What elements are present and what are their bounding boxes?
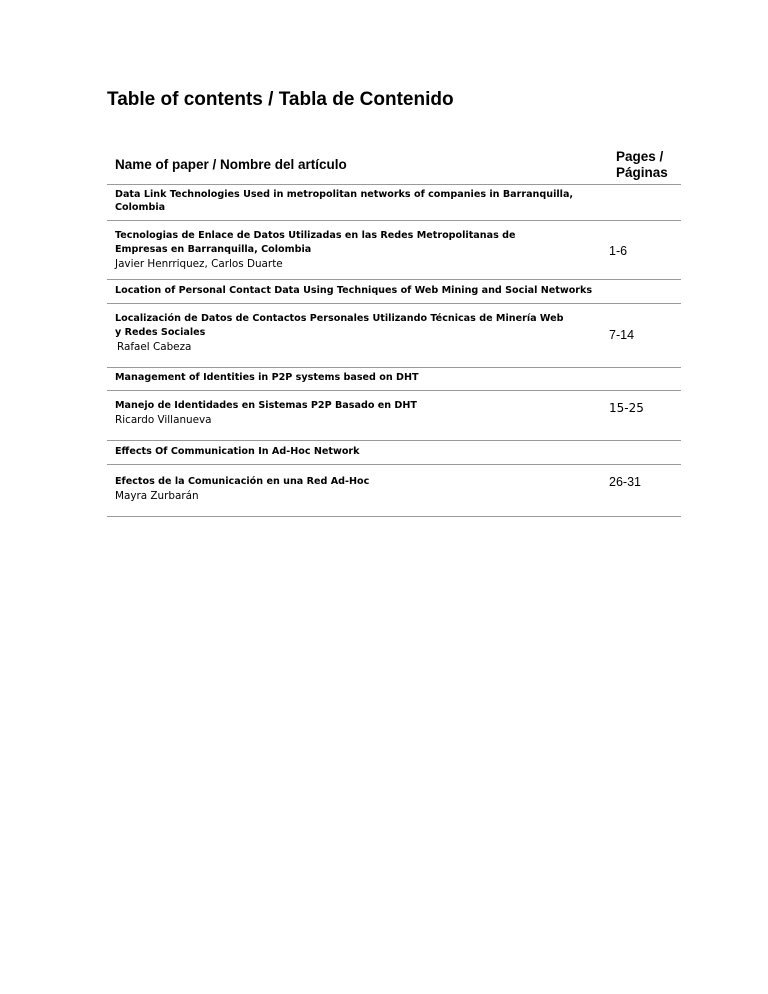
entry-title-en: Data Link Technologies Used in metropolitan networks of companies in Barranquilla, Colombia [107, 185, 681, 221]
toc-header-row [107, 140, 681, 185]
entry-left [107, 229, 609, 271]
pages-header-line2: Páginas [616, 165, 668, 180]
entry-left [107, 312, 609, 354]
entry-title-en: Effects Of Communication In Ad-Hoc Network [107, 441, 681, 465]
pages-column-header [616, 140, 681, 181]
entry-pages: 1-6 [609, 244, 628, 258]
toc-entry [107, 185, 681, 280]
entry-pages: 15-25 [609, 401, 644, 415]
entry-left [107, 399, 609, 427]
entry-authors: Rafael Cabeza [117, 341, 192, 353]
entry-title-es: Efectos de la Comunicación en una Red Ad-Hoc [115, 476, 370, 487]
entry-body [107, 391, 681, 427]
entry-left [107, 475, 609, 503]
entry-authors: Ricardo Villanueva [115, 414, 212, 426]
entry-title-es: Manejo de Identidades en Sistemas P2P Basado en DHT [115, 400, 417, 411]
toc-entry [107, 368, 681, 441]
entry-title-en: Management of Identities in P2P systems based on DHT [107, 368, 681, 391]
pages-header-line1: Pages / [616, 149, 664, 164]
entry-pages: 7-14 [609, 328, 635, 342]
entry-pages: 26-31 [609, 475, 641, 489]
entry-body [107, 465, 681, 503]
name-column-header: Name of paper / Nombre del artículo [115, 157, 347, 172]
entry-authors: Mayra Zurbarán [115, 490, 199, 502]
page-title: Table of contents / Tabla de Contenido [107, 89, 454, 110]
toc-entry [107, 280, 681, 368]
toc-table [107, 140, 681, 517]
entry-body [107, 221, 681, 271]
entry-body [107, 304, 681, 354]
entry-title-es: Tecnologias de Enlace de Datos Utilizadas en las Redes Metropolitanas de Empresas en Barranquilla, Colombia [115, 230, 516, 255]
entry-title-en: Location of Personal Contact Data Using Techniques of Web Mining and Social Networks [107, 280, 681, 304]
entry-authors: Javier Henrriquez, Carlos Duarte [115, 258, 283, 270]
toc-entry [107, 441, 681, 517]
entry-title-es: Localización de Datos de Contactos Personales Utilizando Técnicas de Minería Web y Redes Sociales [115, 313, 564, 338]
